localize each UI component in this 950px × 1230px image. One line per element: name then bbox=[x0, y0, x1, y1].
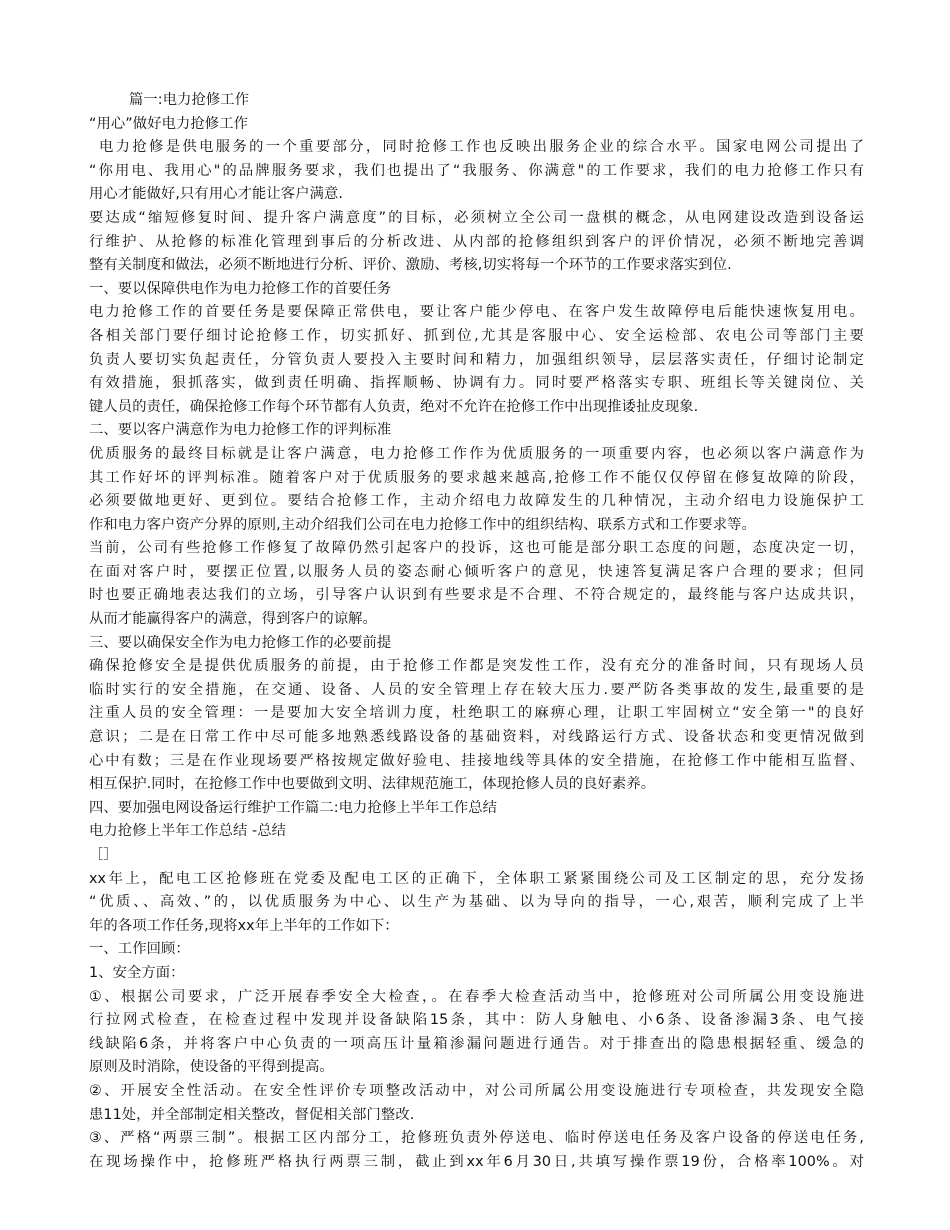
text-line: “优质、、高效、”的，以优质服务为中心、以生产为基础、以为导向的指导，一心,艰苦，顺利完成了上半 bbox=[89, 894, 864, 911]
text-line: 各相关部门要仔细讨论抢修工作，切实抓好、抓到位,尤其是客服中心、安全运检部、农电公司等部门主要 bbox=[89, 327, 864, 344]
section-heading: 一、要以保障供电作为电力抢修工作的首要任务 bbox=[89, 280, 392, 297]
text-line: 其工作好坏的评判标准。随着客户对于优质服务的要求越来越高,抢修工作不能仅仅停留在修复故障的阶段， bbox=[89, 469, 864, 486]
text-line: 原则及时消除，使设备的平得到提高。 bbox=[89, 1059, 334, 1076]
text-line: 患11处，并全部制定相关整改，督促相关部门整改. bbox=[89, 1106, 415, 1123]
text-line: 相互保护.同时，在抢修工作中也要做到文明、法律规范施工，体现抢修人员的良好素养。 bbox=[89, 776, 656, 793]
text-line: 临时实行的安全措施，在交通、设备、人员的安全管理上存在较大压力.要严防各类事故的发生,最重要的是 bbox=[89, 681, 864, 698]
text-line: 在现场操作中，抢修班严格执行两票三制，截止到xx年6月30日,共填写操作票19份，合格率100%。对 bbox=[89, 1153, 864, 1170]
text-line: 有效措施，狠抓落实，做到责任明确、指挥顺畅、协调有力。同时要严格落实专职、班组长等关键岗位、关 bbox=[89, 375, 864, 392]
bracket-placeholder: ［］ bbox=[89, 847, 118, 863]
text-line: 优质服务的最终目标就是让客户满意，电力抢修工作作为优质服务的一项重要内容，也必须以客户满意作为 bbox=[89, 445, 864, 462]
text-line: 用心才能做好,只有用心才能让客户满意. bbox=[89, 186, 344, 203]
text-line: 负责人要切实负起责任，分管负责人要投入主要时间和精力，加强组织领导，层层落实责任，仔细讨论制定 bbox=[89, 351, 864, 368]
text-line: 从而才能赢得客户的满意，得到客户的谅解。 bbox=[89, 611, 377, 628]
text-line: 行拉网式检查，在检查过程中发现并设备缺陷15条，其中：防人身触电、小6条、设备渗漏3条、电气接 bbox=[89, 1012, 864, 1029]
text-line: xx年上，配电工区抢修班在党委及配电工区的正确下，全体职工紧紧围绕公司及工区制定的思，充分发扬 bbox=[89, 870, 864, 887]
document-page bbox=[89, 89, 864, 1174]
text-line: 必须要做地更好、更到位。要结合抢修工作，主动介绍电力故障发生的几种情况，主动介绍电力设施保护工 bbox=[89, 493, 864, 510]
text-line: 键人员的责任，确保抢修工作每个环节都有人负责，绝对不允许在抢修工作中出现推诿扯皮现象. bbox=[89, 398, 699, 415]
text-line: 要达成“缩短修复时间、提升客户满意度”的目标，必须树立全公司一盘棋的概念，从电网建设改造到设备运 bbox=[89, 209, 864, 226]
text-line: 整有关制度和做法，必须不断地进行分析、评价、激励、考核,切实将每一个环节的工作要求落实到位. bbox=[89, 257, 732, 274]
text-line: 作和电力客户资产分界的原则,主动介绍我们公司在电力抢修工作中的组织结构、联系方式和工作要求等。 bbox=[89, 516, 756, 533]
text-line: 注重人员的安全管理：一是要加大安全培训力度，杜绝职工的麻痹心理，让职工牢固树立“安全第一"的良好 bbox=[89, 705, 864, 722]
text-line: 电力抢修是供电服务的一个重要部分，同时抢修工作也反映出服务企业的综合水平。国家电网公司提出了 bbox=[99, 139, 864, 156]
text-line: 时也要正确地表达我们的立场，引导客户认识到有些要求是不合理、不符合规定的，最终能与客户达成共识， bbox=[89, 587, 864, 604]
text-line: ①、根据公司要求，广泛开展春季安全大检查，。在春季大检查活动当中，抢修班对公司所属公用变设施进 bbox=[89, 988, 864, 1005]
text-line: 电力抢修工作的首要任务是要保障正常供电，要让客户能少停电、在客户发生故障停电后能快速恢复用电。 bbox=[89, 304, 864, 321]
section-heading: 一、工作回顾： bbox=[89, 941, 190, 958]
text-line: 线缺陷6条，并将客户中心负责的一项高压计量箱渗漏问题进行通告。对于排查出的隐患根据轻重、缓急的 bbox=[89, 1035, 864, 1052]
text-line: ③、严格“两票三制”。根据工区内部分工，抢修班负责外停送电、临时停送电任务及客户设备的停送电任务, bbox=[89, 1130, 864, 1147]
text-line: 意识；二是在日常工作中尽可能多地熟悉线路设备的基础资料，对线路运行方式、设备状态和变更情况做到 bbox=[89, 729, 864, 746]
article-heading: 电力抢修上半年工作总结 -总结 bbox=[89, 823, 287, 840]
section-heading: 三、要以确保安全作为电力抢修工作的必要前提 bbox=[89, 634, 392, 651]
text-line: 年的各项工作任务,现将xx年上半年的工作如下： bbox=[89, 917, 399, 934]
text-line: 心中有数；三是在作业现场要严格按规定做好验电、挂接地线等具体的安全措施，在抢修工作中能相互监督、 bbox=[89, 752, 864, 769]
section-title: 篇一:电力抢修工作 bbox=[129, 92, 250, 108]
text-line: 行维护、从抢修的标准化管理到事后的分析改进、从内部的抢修组织到客户的评价情况，必须不断地完善调 bbox=[89, 233, 864, 250]
text-line: 在面对客户时，要摆正位置,以服务人员的姿态耐心倾听客户的意见，快速答复满足客户合理的要求；但同 bbox=[89, 563, 864, 580]
article-heading: “用心”做好电力抢修工作 bbox=[89, 115, 248, 132]
section-heading: 四、要加强电网设备运行维护工作篇二:电力抢修上半年工作总结 bbox=[89, 799, 498, 816]
text-line: “你用电、我用心"的品牌服务要求，我们也提出了“我服务、你满意"的工作要求，我们的电力抢修工作只有 bbox=[89, 162, 864, 179]
text-line: ②、开展安全性活动。在安全性评价专项整改活动中，对公司所属公用变设施进行专项检查，共发现安全隐 bbox=[89, 1082, 864, 1099]
subsection-heading: 1、安全方面： bbox=[89, 964, 185, 981]
text-line: 确保抢修安全是提供优质服务的前提，由于抢修工作都是突发性工作，没有充分的准备时间，只有现场人员 bbox=[89, 658, 864, 675]
section-heading: 二、要以客户满意作为电力抢修工作的评判标准 bbox=[89, 422, 392, 439]
text-line: 当前，公司有些抢修工作修复了故障仍然引起客户的投诉，这也可能是部分职工态度的问题，态度决定一切， bbox=[89, 540, 864, 557]
